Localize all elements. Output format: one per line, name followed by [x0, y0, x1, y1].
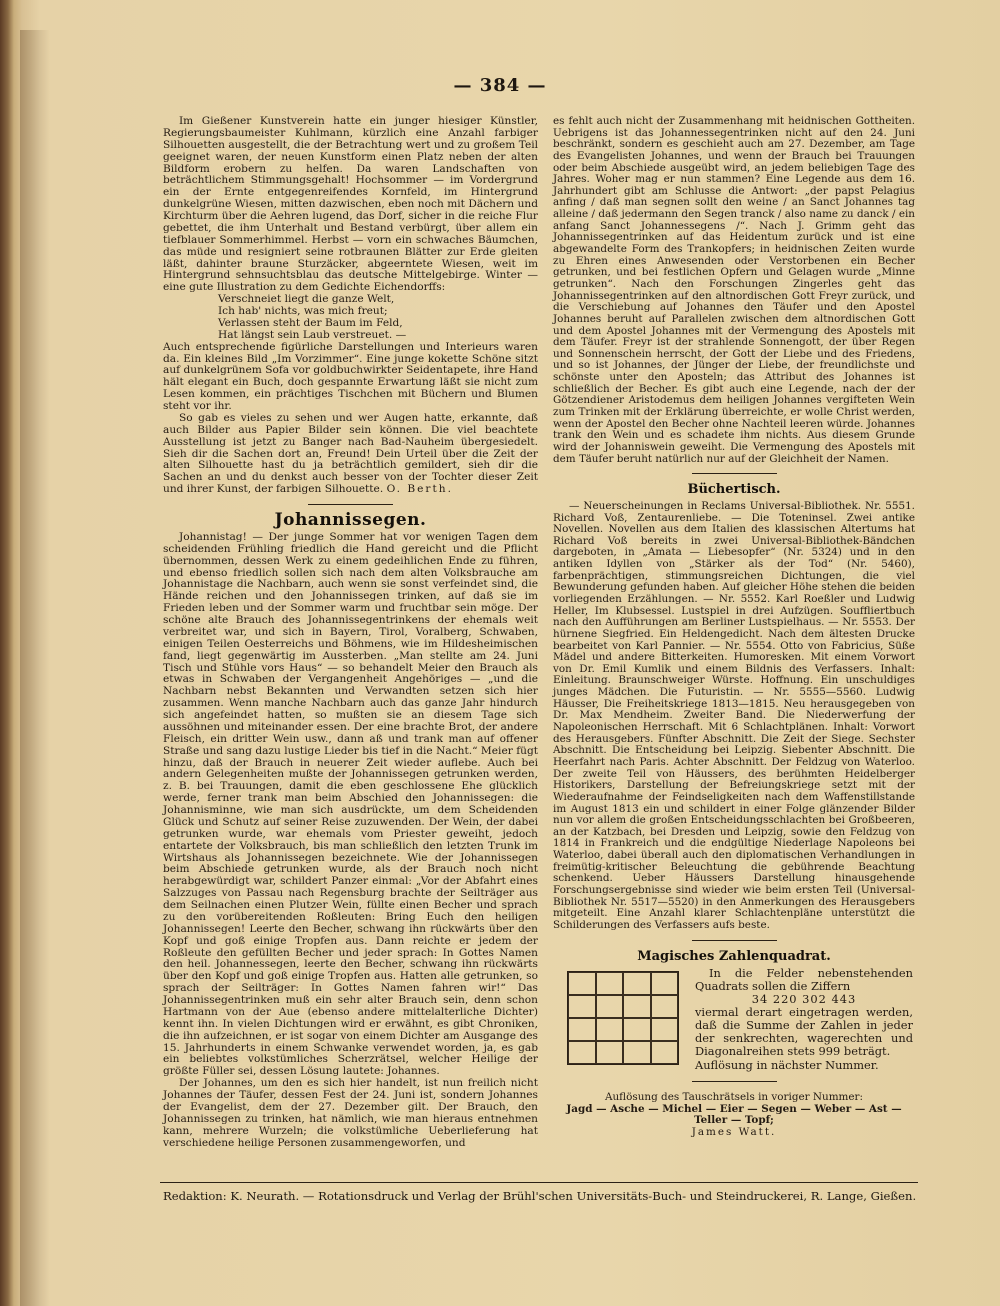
riddle-solution [553, 1092, 915, 1139]
books-paragraph: — Neuerscheinungen in Reclams Universal-Bibliothek. Nr. 5551. Richard Voß, Zentaurenliebe. — Die Toteninsel. Zwei antike Novellen. Novellen aus dem Italien des klassischen Altertums hat Richard Voß bereits in zwei Universal-Bibliothek-Bändchen dargeboten, in „Amata — Liebesopfer“ (Nr. 5324) und in den antiken Idyllen von „Stärker als der Tod“ (Nr. 5460), farbenprächtigen, stimmungsreichen Dichtungen, die viel Bewunderung gefunden haben. Auf gleicher Höhe stehen die beiden vorliegenden Erzählungen. — Nr. 5552. Karl Roeßler und Ludwig Heller, Im Klubsessel. Lustspiel in drei Aufzügen. Souffliertbuch nach den Aufführungen am Berliner Lustspielhaus. — Nr. 5553. Der hürnene Siegfried. Ein Heldengedicht. Nach dem ältesten Drucke bearbeitet von Karl Pannier. — Nr. 5554. Otto von Fabricius, Süße Mädel und andere Bitterkeiten. Humoresken. Mit einem Vorwort von Dr. Emil Kumlik und einem Bildnis des Verfassers. Inhalt: Einleitung. Braunschweiger Würste. Hoffnung. Ein unschuldiges junges Mädchen. Die Futuristin. — Nr. 5555—5560. Ludwig Häusser, Die Freiheitskriege 1813—1815. Neu herausgegeben von Dr. Max Mendheim. Zweiter Band. Die Niederwerfung der Napoleonischen Herrschaft. Mit 6 Schlachtplänen. Inhalt: Vorwort des Herausgebers. Fünfter Abschnitt. Die Zeit der Siege. Sechster Abschnitt. Die Entscheidung bei Leipzig. Siebenter Abschnitt. Die Heerfahrt nach Paris. Achter Abschnitt. Der Feldzug von Waterloo. Der zweite Teil von Häussers, des berühmten Heidelberger Historikers, Darstellung der Befreiungskriege setzt mit der Wiederaufnahme der Feindseligkeiten nach dem Waffenstillstande im August 1813 ein und schildert in einer Folge glänzender Bilder nun vor allem die großen Entscheidungsschlachten bei Großbeeren, an der Katzbach, bei Dresden und Leipzig, sowie den Feldzug von 1814 in Frankreich und die endgültige Niederlage Napoleons bei Waterloo, dabei überall auch den diplomatischen Verhandlungen in freimütig-kritischer Beleuchtung die gebührende Beachtung schenkend. Ueber Häussers Darstellung hinausgehende Forschungsergebnisse sind wieder wie beim ersten Teil (Universal-Bibliothek Nr. 5517—5520) in den Anmerkungen des Herausgebers mitgeteilt. Eine Anzahl klarer Schlachtenpläne unterstützt die Schilderungen des Verfassers aufs beste. [553, 499, 915, 931]
solution-line: Teller — Topf; [694, 1114, 774, 1127]
binding-shadow [20, 30, 50, 1306]
footer-rule [160, 1182, 918, 1183]
section-title-magic-square: Magisches Zahlenquadrat. [637, 948, 831, 964]
grid-cell [623, 1041, 651, 1064]
page-number: — 384 — [453, 75, 547, 96]
johannis-paragraph: Der Johannes, um den es sich hier handelt, ist nun freilich nicht Johannes der Täufer, dessen Fest der 24. Juni ist, sondern Johannes der Evangelist, dem der 27. Dezember gilt. Der Brauch, den Johannissegen zu trinken, hat nämlich, wie man hieraus entnehmen kann, mehrere Wurzeln; die volkstümliche Ueberlieferung hat verschiedene heilige Personen zusammengeworfen, und [163, 1077, 538, 1149]
solution-answer: James Watt. [691, 1126, 777, 1139]
poem-line: Ich hab' nichts, was mich freut; [218, 305, 388, 317]
eichendorff-poem [218, 294, 538, 342]
section-divider [308, 504, 393, 505]
magic-intro: In die Felder nebenstehenden Quadrats sollen die Ziffern [695, 966, 913, 994]
grid-cell [596, 1018, 624, 1041]
magic-square-grid [567, 971, 679, 1065]
johannis-continuation: es fehlt auch nicht der Zusammenhang mit heidnischen Gottheiten. Uebrigens ist das Johannessegentrinken nicht auf den 24. Juni beschränkt, sondern es geschieht auch am 27. Dezember, am Tage des Evangelisten Johannes, und wenn der Brauch bei Trauungen oder beim Abschiede ausgeübt wird, an jedem beliebigen Tage des Jahres. Woher mag er nun stammen? Eine Legende aus dem 16. Jahrhundert gibt am Schlusse die Antwort: „der papst Pelagius anfing / daß man segnen sollt den weine / an Sanct Johannes tag alleine / daß jedermann den Segen tranck / also name zu danck / ein anfang Sanct Johannessegens /“. Nach J. Grimm geht das Johannissegentrinken auf das Heidentum zurück und ist eine abgewandelte Form des Trankopfers; in heidnischen Zeiten wurde zu Ehren eines Anwesenden oder Verstorbenen ein Becher getrunken, und bei festlichen Opfern und Gelagen wurde „Minne getrunken“. Nach den Forschungen Zingerles geht das Johannissegentrinken auf den altnordischen Gott Freyr zurück, und die Verschiebung auf Johannes den Täufer und den Apostel Johannes beruht auf Parallelen zwischen dem altnordischen Gott und dem Apostel Johannes mit der Vermengung des Apostels mit dem Täufer. Freyr ist der strahlende Sonnengott, der über Regen und Sonnenschein herrscht, der Gott der Liebe und des Friedens, und so ist Johannes, der Jünger der Liebe, der freundlichste und schönste unter den Aposteln; das Attribut des Johannes ist schließlich der Becher. Es gibt auch eine Legende, nach der der Götzendiener Aristodemus dem heiligen Johannes vergifteten Wein zum Trinken mit der Erklärung überreichte, er wolle Christ werden, wenn der Apostel den Becher ohne Nachteil leeren würde. Johannes trank den Wein und es schadete ihm nichts. Aus diesem Grunde wird der Johanniswein geweiht. Die Vermengung des Apostels mit dem Täufer beruht natürlich nur auf der Gleichheit der Namen. [553, 115, 915, 465]
art-article-paragraph: Auch entsprechende figürliche Darstellungen und Interieurs waren da. Ein kleines Bild „Im Vorzimmer“. Eine junge kokette Schöne sitzt auf dunkelgrünem Sofa vor goldbuchwirkter Seidentapete, ihre Hand hält elegant ein Buch, doch gespannte Erwartung läßt sie nicht zum Lesen kommen, ein prächtiges Tischchen mit Büchern und Blumen steht vor ihr. [163, 340, 538, 412]
grid-cell [568, 972, 596, 995]
grid-cell [596, 1041, 624, 1064]
grid-cell [623, 995, 651, 1018]
section-divider [692, 473, 777, 474]
magic-square-text [695, 967, 913, 1071]
grid-cell [651, 1018, 679, 1041]
closing-text: So gab es vieles zu sehen und wer Augen hatte, erkannte, daß auch Bilder aus Papier Bilder sein können. Die viel beachtete Ausstellung ist jetzt zu Banger nach Bad-Nauheim übergesiedelt. Sieh dir die Sachen dort an, Freund! Dein Urteil über die Zeit der alten Silhouette hast du ja beträchtlich gemildert, sieh dir die Sachen an und du denkst auch besser von der Tochter dieser Zeit und ihrer Kunst, der farbigen Silhouette. [163, 411, 538, 496]
right-column [553, 116, 915, 1139]
article-title: Johannissegen. [274, 510, 427, 530]
poem-line: Verlassen steht der Baum im Feld, [218, 316, 403, 329]
magic-solution-note: Auflösung in nächster Nummer. [695, 1057, 879, 1072]
grid-cell [568, 1018, 596, 1041]
poem-line: Verschneiet liegt die ganze Welt, [218, 293, 395, 306]
grid-cell [568, 995, 596, 1018]
solution-title: Auflösung des Tauschrätsels in voriger Nummer: [604, 1091, 864, 1104]
grid-cell [596, 995, 624, 1018]
grid-cell [651, 972, 679, 995]
section-divider [692, 940, 777, 941]
grid-cell [651, 1041, 679, 1064]
author-signature: O. Berth. [386, 483, 453, 496]
section-title-buechertisch: Büchertisch. [687, 482, 781, 498]
art-article-paragraph: Im Gießener Kunstverein hatte ein junger hiesiger Künstler, Regierungsbaumeister Kuhlmann, kürzlich eine Anzahl farbiger Silhouetten ausgestellt, die der Betrachtung wert und zu großem Teil geeignet waren, der neuen Kunstform einen Platz neben der alten Bildform erobern zu helfen. Da waren Landschaften von beträchtlichem Stimmungsgehalt! Hochsommer — im Vordergrund ein der Ernte entgegenreifendes Kornfeld, im Hintergrund dunkelgrüne Wiesen, mitten dazwischen, eben noch mit Dächern und Kirchturm über die Aehren lugend, das Dorf, sicher in die reiche Flur gebettet, die ihm Unterhalt und Bestand verbürgt, über allem ein tiefblauer Sommerhimmel. Herbst — vorn ein schwaches Bäumchen, das müde und resigniert seine rotbraunen Blätter zur Erde gleiten läßt, dahinter braune Sturzäcker, abgeerntete Wiesen, weit im Hintergrund sehnsuchtsblau das deutsche Mittelgebirge. Winter — eine gute Illustration zu dem Gedichte Eichendorffs: [163, 115, 538, 294]
solution-line: Jagd — Asche — Michel — Eier — Segen — Weber — Ast — [566, 1102, 902, 1115]
art-article-closing [163, 413, 538, 496]
section-divider [692, 1081, 777, 1082]
grid-cell [596, 972, 624, 995]
magic-square-puzzle [553, 967, 915, 1073]
johannis-paragraph: Johannistag! — Der junge Sommer hat vor wenigen Tagen dem scheidenden Frühling friedlich die Hand gereicht und die Pflicht übernommen, dessen Werk zu einem gedeihlichen Ende zu führen, und ebenso friedlich sollen sich nach dem alten Volksbrauche am Johannistage die Nachbarn, auch wenn sie sonst verfeindet sind, die Hände reichen und den Johannissegen trinken, auf daß sie im Frieden leben und der Sommer warm und fruchtbar sein möge. Der schöne alte Brauch des Johannissegentrinkens der ehemals weit verbreitet war, und sich in Bayern, Tirol, Voralberg, Schwaben, einigen Teilen Oesterreichs und Böhmens, wie im Hildesheimischen fand, liegt gegenwärtig im Aussterben. „Man stellte am 24. Juni Tisch und Stühle vors Haus“ — so behandelt Meier den Brauch als etwas in Schwaben der Vergangenheit Angehöriges — „und die Nachbarn nebst Bekannten und Verwandten setzen sich hier zusammen. Wenn manche Nachbarn auch das ganze Jahr hindurch sich angefeindet hatten, so mußten sie an diesem Tage sich aussöhnen und miteinander essen. Der eine brachte Brot, der andere Fleisch, ein dritter Wein usw., dann aß und trank man auf offener Straße und sang dazu lustige Lieder bis tief in die Nacht.“ Meier fügt hinzu, daß der Brauch in neuerer Zeit wieder auflebe. Auch bei andern Gelegenheiten mußte der Johannissegen getrunken werden, z. B. bei Trauungen, damit die eben geschlossene Ehe glücklich werde, ferner trank man beim Abschied den Johannissegen: die Johannisminne, wie man sich ausdrückte, um dem Scheidenden Glück und Schutz auf seiner Reise zuzuwenden. Der Wein, der dabei getrunken wurde, war ehemals vom Priester geweiht, jedoch entartete der Volksbrauch, bis man schließlich den letzten Trunk im Wirtshaus als Johannissegen bezeichnete. Wie der Johannissegen beim Abschiede getrunken wurde, als der Brauch noch nicht herabgewürdigt war, schildert Panzer einmal: „Vor der Abfahrt eines Salzzuges von Passau nach Regensburg brachte der Seilträger aus dem Seilnachen einen Plutzer Wein, füllte einen Becher und sprach zu den vorübereitenden Roßleuten: Bring Euch den heiligen Johannissegen! Leerte den Becher, schwang ihn rückwärts über den Kopf und goß einige Tropfen aus. Dann reichte er jedem der Roßleute den gefüllten Becher und jeder sprach: In Gottes Namen den heil. Johannessegen, leerte den Becher, schwang ihn rückwärts über den Kopf und goß einige Tropfen aus. Hatten alle getrunken, so sprach der Seilträger: In Gottes Namen fahren wir!“ Das Johannissegentrinken muß ein sehr alter Brauch sein, denn schon Hartmann von der Aue (ebenso andere mittelalterliche Dichter) kennt ihn. In vielen Dichtungen wird er erwähnt, es gibt Chroniken, die ihn aufzeichnen, er ist sogar von einem Dichter am Ausgange des 15. Jahrhunderts in einem Schwanke verwendet worden, ja, es gab ein beliebtes volkstümliches Scherzrätsel, welcher Heilige der größte Füller sei, dessen Lösung lautete: Johannes. [163, 530, 538, 1078]
left-column [163, 116, 538, 1149]
magic-rest: viermal derart eingetragen werden, daß die Summe der Zahlen in jeder der senkrechten, wagerechten und Diagonalreihen stets 999 beträgt. [695, 1005, 913, 1059]
magic-numbers: 34 220 302 443 [751, 992, 857, 1007]
poem-line: Hat längst sein Laub verstreuet. — [218, 328, 407, 341]
grid-cell [568, 1041, 596, 1064]
grid-cell [651, 995, 679, 1018]
grid-cell [623, 972, 651, 995]
imprint-footer: Redaktion: K. Neurath. — Rotationsdruck und Verlag der Brühl'schen Universitäts-Buch- und Steindruckerei, R. Lange, Gießen. [163, 1189, 917, 1203]
grid-cell [623, 1018, 651, 1041]
